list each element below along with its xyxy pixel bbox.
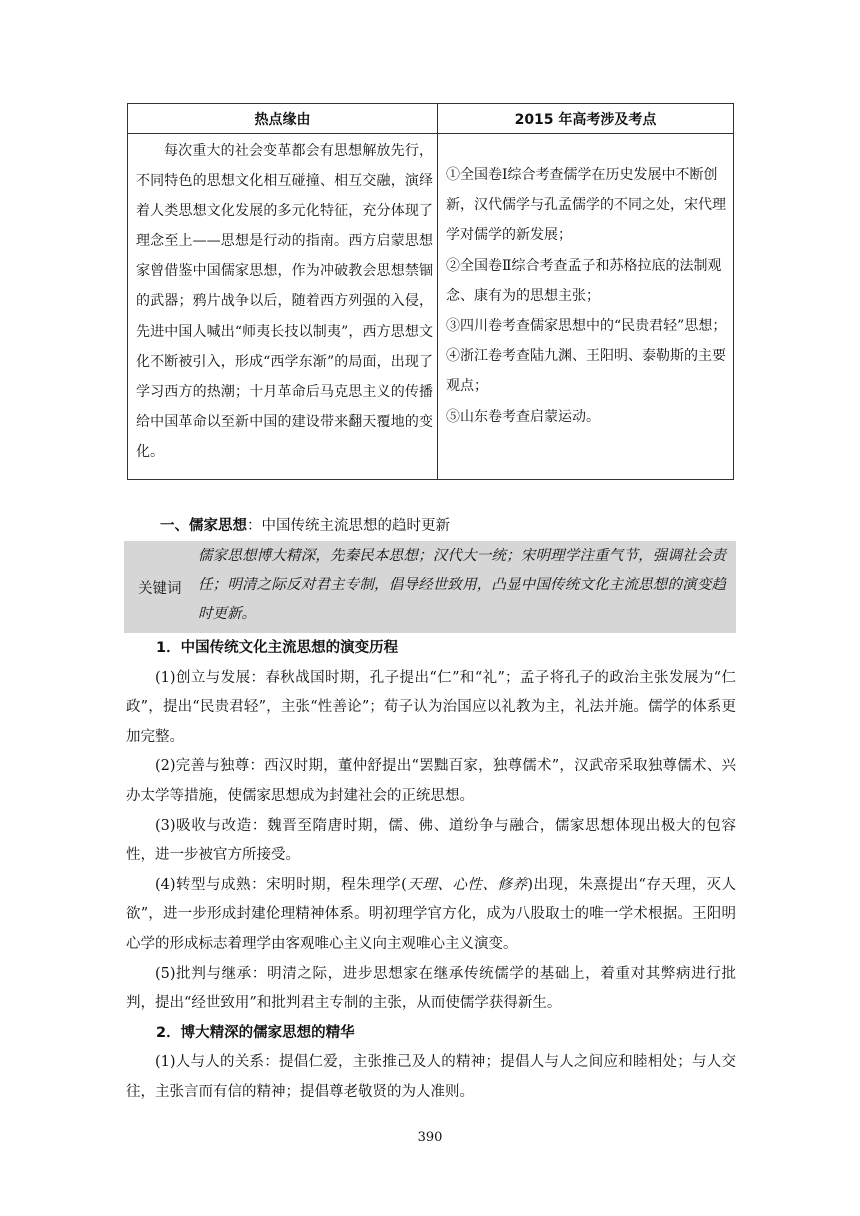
subheading-evolution: 1．中国传统文化主流思想的演变历程 bbox=[156, 640, 399, 656]
subheading-essence: 2．博大精深的儒家思想的精华 bbox=[156, 1024, 355, 1041]
paragraph: (2)完善与独尊：西汉时期，董仲舒提出“罢黜百家，独尊儒术”，汉武帝采取独尊儒术、兴办太学等措施，使儒家思想成为封建社会的正统思想。 bbox=[126, 758, 736, 804]
exam-point-item: ③四川卷考查儒家思想中的“民贵君轻”思想； bbox=[446, 318, 727, 335]
keyword-box bbox=[124, 541, 736, 633]
section-title-bold: 一、儒家思想 bbox=[160, 518, 247, 534]
body-text bbox=[126, 634, 736, 1108]
hotspot-table bbox=[127, 103, 734, 480]
paragraph: (1)创立与发展：春秋战国时期，孔子提出“仁”和“礼”；孟子将孔子的政治主张发展为“仁政”，提出“民贵君轻”，主张“性善论”；荀子认为治国应以礼教为主，礼法并施。儒学的体系更加完整。 bbox=[126, 669, 736, 745]
paragraph-part: )出现，朱熹提出“存天理，灭人欲”，进一步形成封建伦理精神体系。明初理学官方化，成为八股取士的唯一学术根据。王阳明心学的形成标志着理学由客观唯心主义向主观唯心主义演变。 bbox=[126, 876, 737, 952]
exam-points-list bbox=[438, 134, 733, 438]
exam-point-item: ①全国卷Ⅰ综合考查儒学在历史发展中不断创新，汉代儒学与孔孟儒学的不同之处，宋代理学对儒学的新发展； bbox=[446, 167, 726, 244]
paragraph-part: (4)转型与成熟：宋明时期，程朱理学( bbox=[155, 876, 407, 893]
keyword-text: 儒家思想博大精深，先秦民本思想；汉代大一统；宋明理学注重气节，强调社会责任；明清之际反对君主专制，倡导经世致用，凸显中国传统文化主流思想的演变趋时更新。 bbox=[198, 548, 726, 622]
table-header-reason: 热点缘由 bbox=[128, 104, 438, 134]
paragraph: (5)批判与继承：明清之际，进步思想家在继承传统儒学的基础上，着重对其弊病进行批判，提出“经世致用”和批判君主专制的主张，从而使儒学获得新生。 bbox=[126, 965, 736, 1012]
paragraph: (1)人与人的关系：提倡仁爱，主张推己及人的精神；提倡人与人之间应和睦相处；与人交往，主张言而有信的精神；提倡尊老敬贤的为人准则。 bbox=[126, 1054, 736, 1100]
table-cell-reason bbox=[128, 134, 438, 480]
paragraph-italic-part: 天理、心性、修养 bbox=[406, 876, 528, 893]
keyword-label: 关键词 bbox=[138, 581, 182, 597]
exam-point-item: ②全国卷Ⅱ综合考查孟子和苏格拉底的法制观念、康有为的思想主张； bbox=[446, 257, 722, 304]
exam-point-item: ④浙江卷考查陆九渊、王阳明、泰勒斯的主要观点； bbox=[446, 348, 726, 395]
section-title-rest: ：中国传统主流思想的趋时更新 bbox=[247, 518, 450, 534]
table-header-exam-points: 2015 年高考涉及考点 bbox=[438, 104, 734, 134]
exam-point-item: ⑤山东卷考查启蒙运动。 bbox=[446, 408, 600, 425]
table-cell-exam-points bbox=[438, 134, 734, 480]
paragraph: (3)吸收与改造：魏晋至隋唐时期，儒、佛、道纷争与融合，儒家思想体现出极大的包容性，进一步被官方所接受。 bbox=[126, 817, 736, 864]
reason-text: 每次重大的社会变革都会有思想解放先行，不同特色的思想文化相互碰撞、相互交融，演绎着人类思想文化发展的多元化特征，充分体现了理念至上——思想是行动的指南。西方启蒙思想家曾借鉴中国儒家思想，作为冲破教会思想禁锢的武器；鸦片战争以后，随着西方列强的入侵，先进中国人喊出“师夷长技以制夷”，西方思想文化不断被引入，形成“西学东渐”的局面，出现了学习西方的热潮；十月革命后马克思主义的传播给中国革命以至新中国的建设带来翻天覆地的变化。 bbox=[136, 143, 433, 460]
section-title bbox=[160, 514, 450, 535]
page-number: 390 bbox=[417, 1130, 443, 1145]
paragraph bbox=[126, 871, 736, 960]
